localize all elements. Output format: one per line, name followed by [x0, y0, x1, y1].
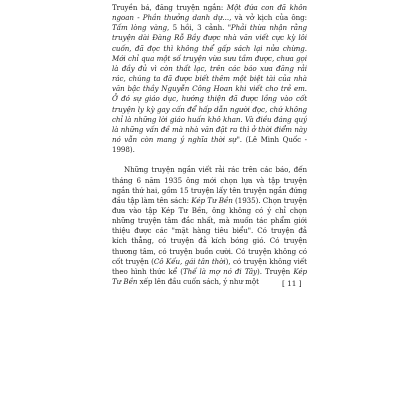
text-run: , và vở kịch của ông: — [229, 13, 307, 23]
italic-quote: "Phải thừa nhận rằng truyện dài Đàng Rỗ Bầy được nhà văn viết cực kỳ lôi cuốn, đã đọc thì không thể gấp sách lại nửa chừng. Mới chỉ qua một số truyện vừa sưu tầm được, chưa gọi là đầy đủ vì còn thất lạc, trên các báo xưa đăng rải rác, chúng ta đã được biết thêm một biệt tài của nhà văn bậc thầy Nguyễn Công Hoan khi viết cho trẻ em. Ở đó sự giáo dục, hướng thiện đã được lồng vào cốt truyện ly kỳ gay cấn để hấp dẫn người đọc, chứ không chỉ là những lời giáo huấn khô khan. Và điều đáng quý là những vấn đề mà nhà văn đặt ra thì ở thời điểm này nó vẫn còn mang ý nghĩa thời sự" — [112, 23, 307, 145]
text-run: Những truyện ngắn viết rải rác trên các báo, đến tháng 6 năm 1935 ông mới chọn lựa và tập truyện ngắn thứ hai, gồm 15 truyện lấy tên truyện ngắn đứng đầu tập làm tên sách: — [112, 165, 307, 205]
citation: . (Lê Minh Quốc - 1998). — [112, 135, 307, 155]
paragraph-quote — [112, 3, 307, 155]
text-run: xếp lên đầu cuốn sách, ý như một — [137, 277, 259, 287]
body-text — [112, 3, 307, 287]
italic-run: Kép Tư Bền — [191, 195, 233, 205]
paragraph-main — [112, 165, 307, 287]
italic-run: Một đứa con đã khôn ngoan - Phần thưởng danh dự... — [112, 3, 307, 23]
text-run: Truyền bá, đăng truyện ngắn: — [112, 3, 227, 12]
text-run: ), có truyện không viết theo hình thức kể ( — [112, 256, 307, 276]
italic-run: Kép Tư Bền — [112, 266, 308, 287]
text-run: (1935). Chọn truyện đưa vào tập Kép Tư Bền, ông không có ý chỉ chọn những truyện tâm đắc nhất, mà muốn tác phẩm giới thiệu được các "mặt hàng tiêu biểu". Có truyện đả kích thẳng, có truyện đả kích bóng gió. Có truyện thương tâm, có truyện buồn cười. Có truyện không có cốt truyện ( — [112, 195, 308, 266]
page-number: [ 11 ] — [282, 279, 302, 288]
italic-run: Cô Kếu, gái tân thời — [153, 256, 226, 266]
paragraph-gap — [112, 155, 307, 165]
text-run: ). Truyện — [257, 266, 294, 276]
text-run: , 5 hồi, 3 cảnh. — [167, 23, 228, 33]
italic-run: Thế là mợ nó đi Tây — [182, 266, 257, 276]
italic-run: Tấm lòng vàng — [112, 23, 168, 33]
